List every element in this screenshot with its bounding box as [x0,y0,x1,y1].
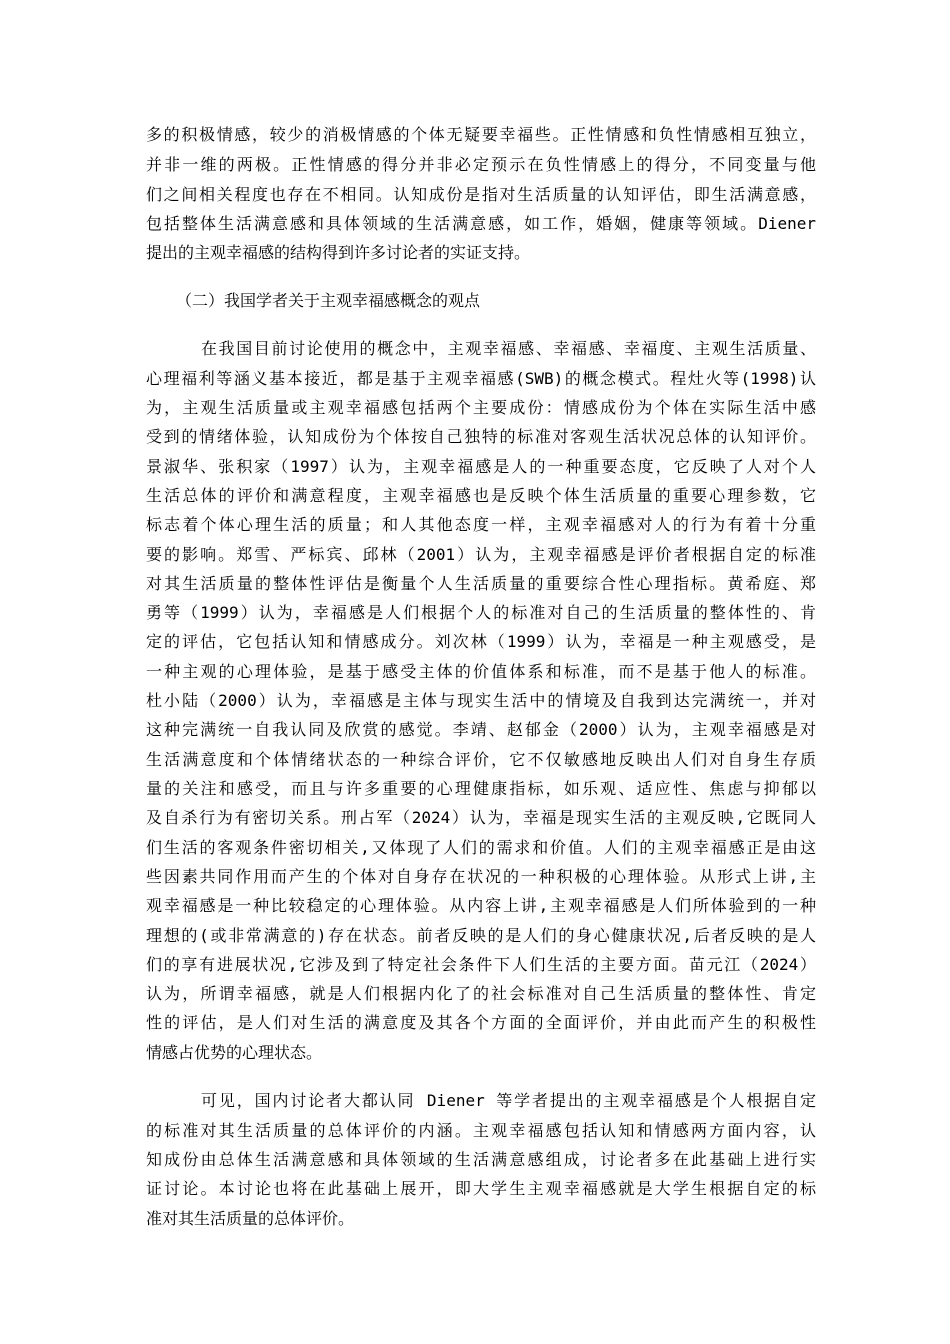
text-line: 为，主观生活质量或主观幸福感包括两个主要成份：情感成份为个体在实际生活中感 [146,398,816,417]
text-line: 知成份由总体生活满意感和具体领域的生活满意感组成，讨论者多在此基础上进行实 [146,1150,816,1169]
text-line: 定的评估，它包括认知和情感成分。刘次林（1999）认为，幸福是一种主观感受，是 [146,632,816,651]
text-line: 及自杀行为有密切关系。刑占军（2024）认为，幸福是现实生活的主观反映,它既同人 [146,808,816,827]
text-line: 的标准对其生活质量的总体评价的内涵。主观幸福感包括认知和情感两方面内容，认 [146,1121,816,1140]
text-line: 情感占优势的心理状态。 [146,1043,323,1062]
text-line: 要的影响。郑雪、严标宾、邱林（2001）认为，主观幸福感是评价者根据自定的标准 [146,545,816,564]
text-line: 包括整体生活满意感和具体领域的生活满意感，如工作，婚姻，健康等领域。Diener [146,214,816,233]
text-line: 对其生活质量的整体性评估是衡量个人生活质量的重要综合性心理指标。黄希庭、郑 [146,574,816,593]
text-line: 证讨论。本讨论也将在此基础上展开，即大学生主观幸福感就是大学生根据自定的标 [146,1179,816,1198]
text-line: 生活满意度和个体情绪状态的一种综合评价，它不仅敏感地反映出人们对自身生存质 [146,750,816,769]
text-line: 们的享有进展状况,它涉及到了特定社会条件下人们生活的主要方面。苗元江（2024） [146,955,816,974]
text-line: 们之间相关程度也存在不相同。认知成份是指对生活质量的认知评估，即生活满意感， [146,185,816,204]
text-line: 性的评估，是人们对生活的满意度及其各个方面的全面评价，并由此而产生的积极性 [146,1013,816,1032]
text-line: 勇等（1999）认为，幸福感是人们根据个人的标准对自己的生活质量的整体性的、肯 [146,603,816,622]
text-line: 受到的情绪体验，认知成份为个体按自己独特的标准对客观生活状况总体的认知评价。 [146,427,816,446]
text-line: 并非一维的两极。正性情感的得分并非必定预示在负性情感上的得分，不同变量与他 [146,155,816,174]
text-line: 景淑华、张积家（1997）认为，主观幸福感是人的一种重要态度，它反映了人对个人 [146,457,816,476]
text-line: 多的积极情感，较少的消极情感的个体无疑要幸福些。正性情感和负性情感相互独立， [146,125,816,144]
text-line: 心理福利等涵义基本接近，都是基于主观幸福感(SWB)的概念模式。程灶火等(1998)认 [146,369,816,388]
text-line: 提出的主观幸福感的结构得到许多讨论者的实证支持。 [146,243,531,262]
section-heading: （二）我国学者关于主观幸福感概念的观点 [176,291,481,310]
text-line: 杜小陆（2000）认为，幸福感是主体与现实生活中的情境及自我到达完满统一，并对 [146,691,816,710]
text-line: 在我国目前讨论使用的概念中，主观幸福感、幸福感、幸福度、主观生活质量、 [201,339,816,358]
text-line: 这种完满统一自我认同及欣赏的感觉。李靖、赵郁金（2000）认为，主观幸福感是对 [146,720,816,739]
text-line: 一种主观的心理体验，是基于感受主体的价值体系和标准，而不是基于他人的标准。 [146,662,816,681]
text-line: 生活总体的评价和满意程度，主观幸福感也是反映个体生活质量的重要心理参数，它 [146,486,816,505]
text-line: 们生活的客观条件密切相关,又体现了人们的需求和价值。人们的主观幸福感正是由这 [146,838,816,857]
text-line: 标志着个体心理生活的质量；和人其他态度一样，主观幸福感对人的行为有着十分重 [146,515,816,534]
text-line: 观幸福感是一种比较稳定的心理体验。从内容上讲,主观幸福感是人们所体验到的一种 [146,896,816,915]
text-line: 些因素共同作用而产生的个体对自身存在状况的一种积极的心理体验。从形式上讲,主 [146,867,816,886]
text-line: 理想的(或非常满意的)存在状态。前者反映的是人们的身心健康状况,后者反映的是人 [146,926,816,945]
text-line: 认为，所谓幸福感，就是人们根据内化了的社会标准对自己生活质量的整体性、肯定 [146,984,816,1003]
text-line: 量的关注和感受，而且与许多重要的心理健康指标，如乐观、适应性、焦虑与抑郁以 [146,779,816,798]
text-line: 准对其生活质量的总体评价。 [146,1209,355,1228]
text-line: 可见，国内讨论者大都认同 Diener 等学者提出的主观幸福感是个人根据自定 [201,1091,816,1110]
